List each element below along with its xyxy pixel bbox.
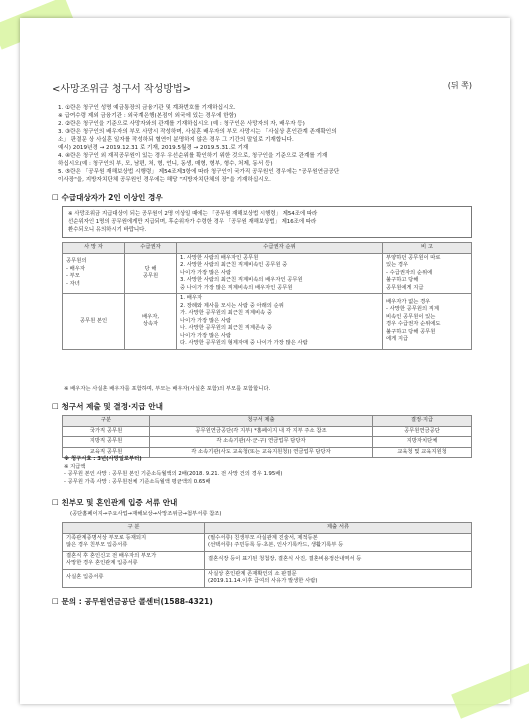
table-row: [63, 551, 472, 569]
cell-line: 공무원 본인: [79, 317, 108, 324]
rank-cell: [177, 253, 383, 294]
cell-line: 중 나이가 가장 많은 직계비속의 배우자인 공무원: [180, 284, 293, 291]
page-side-label: (뒤 쪽): [447, 81, 472, 90]
cell-line: - 부모: [66, 273, 80, 280]
table-cell: 사실혼 입증서류: [63, 569, 205, 587]
cell-line: 1. 배우자: [180, 295, 203, 301]
cell-line: 불구하고 당해 공무원: [386, 328, 436, 335]
section-heading-submission: ☐ 청구서 제출 및 결정·지급 안내: [52, 402, 163, 411]
cell-line: 나이가 가장 많은 사람: [180, 317, 232, 324]
table-cell: 국가직 공무원: [63, 426, 150, 437]
cell-line: 나. 사망한 공무원의 최근친 직계존속 중: [180, 325, 272, 331]
note-line: 4. ④란은 청구인 외 재직공무원이 있는 경우 우선순위를 확인하기 위한 것으로, 청구인을 기준으로 관계를 기재: [58, 153, 328, 159]
submission-table: [62, 415, 472, 458]
claimant-cell: 당 해 공무원: [125, 253, 177, 294]
document-header: [52, 80, 472, 94]
table-cell: 사실상 혼인관계 존재확인의 소 판결문 (2019.11.14.이후 급여의 사유가 발생한 사람): [205, 569, 472, 587]
cell-line: - 자녀: [66, 280, 80, 287]
table-row: [63, 437, 472, 448]
cell-line: - 사망한 공무원의 직계: [386, 306, 440, 313]
section-heading-multiple-recipients: ☐ 수급대상자가 2인 이상인 경우: [52, 193, 163, 202]
cell-line: 나이가 가장 많은 사람: [180, 269, 232, 276]
note-line: 2. ②란은 청구인을 기준으로 사망자와의 관계를 기재하십시오 (예 : 청구인은 사망자의 자, 배우자 등): [58, 121, 305, 127]
note-line: 예시) 2019년경 → 2019.12.31 로 기재, 2019.5월경 → 2019.5.31.로 기재: [58, 145, 249, 151]
table-cell: 지방직 공무원: [63, 437, 150, 448]
notice-line: 환수되오니 유의하시기 바랍니다.: [68, 227, 147, 233]
instruction-notes: [58, 104, 472, 184]
cell-line: - 수급권자의 순위에: [386, 269, 433, 276]
cell-line: 3. 사망한 사람의 최근친 직계비속의 배우자인 공무원: [180, 277, 303, 283]
submission-notes: [64, 456, 474, 486]
cell-line: 있는 경우: [386, 262, 409, 268]
recipient-priority-table: [62, 242, 472, 350]
table-cell: 공무원연금공단(각 지부) *홈페이지 내 각 지부 주소 참조: [150, 426, 373, 437]
column-header: 구분: [63, 416, 150, 427]
table-cell: 교육청 및 교육지원청: [373, 447, 472, 458]
payment-amount-line: - 공무원 가족 사망 : 공무원전체 기준소득월액 평균액의 0.65배: [64, 478, 211, 485]
note-line: 소」 판결문 상 사실혼 일자를 작성하되 혈연이 분명하지 않은 경우 그 기간의 말일로 기재합니다.: [58, 137, 294, 143]
column-header: 청구서 제출: [150, 416, 373, 427]
note-line: 하십시오(예 : 청구인의 부, 모, 남편, 처, 형, 언니, 동생, 매형, 형부, 형수, 처제, 동서 등): [58, 161, 273, 167]
table-cell: 결혼식 후 혼인신고 전 배우자의 부모가 사망한 경우 혼인관계 입증서류: [63, 551, 205, 569]
note-line: 3. ③란은 청구인의 배우자의 부모 사망시 작성하며, 사실혼 배우자의 부모 사망시는 「사실상 혼인관계 존재확인의: [58, 129, 337, 135]
spouse-footnote: ※ 배우자는 사실혼 배우자를 포함하며, 부모는 배우자(사실혼 포함)의 부모를 포함합니다.: [64, 386, 271, 392]
table-row: [63, 569, 472, 587]
cell-line: 공무원의: [66, 258, 87, 265]
note-line: ※ 급여수령 제외 금융기관 : 외국계은행(본점이 외국에 있는 경우에 한함): [58, 113, 237, 119]
cell-line: 에게 지급: [386, 336, 409, 343]
table-cell: 각 소속기관(사·군·구) 연금업무 담당자: [150, 437, 373, 448]
cell-line: 비속인 공무원이 있는: [386, 313, 436, 320]
table-cell: 지방자치단체: [373, 437, 472, 448]
table-row: [63, 426, 472, 437]
cell-line: 다. 사망한 공무원의 형제자매 중 나이가 가장 많은 사람: [180, 340, 308, 346]
column-header: 결정·지급: [373, 416, 472, 427]
cell-line: 2. 장례와 제사를 모시는 사람 중 아래의 순위: [180, 302, 284, 309]
note-line: 이사장"을, 지방자치단체 공무원인 경우에는 해당 "지방자치단체의 장"을 기재하십시오.: [58, 177, 271, 183]
table-cell: 교육직 공무원: [63, 447, 150, 458]
table-cell: (필수서류) 친생부모 사실관계 진술서, 제적등본 (선택서류) 주민등록 등·초본, 인사기록카드, 생활기록부 등: [205, 533, 472, 551]
cell-line: - 배우자: [66, 265, 85, 272]
column-header: 수급권자 순위: [177, 243, 383, 254]
cell-line: 불구하고 당해: [386, 277, 419, 283]
cell-line: 1. 사망한 사람의 배우자인 공무원: [180, 254, 259, 261]
document-title: <사망조위금 청구서 작성방법>: [52, 84, 192, 95]
deceased-cell: [63, 294, 125, 350]
payment-amount-line: - 공무원 본인 사망 : 공무원 본인 기준소득월액의 2배(2018. 9.21. 전 사망 건의 경우 1.95배): [64, 471, 283, 478]
table-cell: 기족관계증명서상 부모로 등재되지 않은 경우 친부모 입증서류: [63, 533, 205, 551]
cell-line: 나이가 가장 많은 사람: [180, 332, 232, 339]
table-row: [63, 253, 472, 294]
column-header: 구 분: [63, 523, 205, 534]
table-row: [63, 533, 472, 551]
remark-cell: [383, 294, 472, 350]
notice-line: ※ 사망조위금 지급대상이 되는 공무원이 2명 이상일 때에는 「공무원 재해보상법 시행령」 제54조에 따라: [68, 211, 318, 217]
rank-cell: [177, 294, 383, 350]
claimant-cell: 배우자, 상속자: [125, 294, 177, 350]
document-path: (공단홈페이지→주요사업→재해보상→사망조위금→첨부서류 참조): [70, 511, 222, 517]
cell-line: 배우자가 없는 경우: [386, 298, 431, 305]
notice-box: [62, 206, 472, 238]
cell-line: 가. 사망한 공무원의 최근친 직계비속 중: [180, 310, 272, 316]
table-cell: 공무원연금공단: [373, 426, 472, 437]
section-heading-proof-documents: ☐ 친부모 및 혼인관계 입증 서류 안내: [52, 498, 178, 507]
column-header: 제출 서류: [205, 523, 472, 534]
column-header: 사 망 자: [63, 243, 125, 254]
note-line: 1. ①란은 청구인 성명 예금통장의 금융기관 및 계좌번호를 기재하십시오.: [58, 105, 236, 111]
table-row: [63, 294, 472, 350]
cell-line: 경우 수급권자 순위에도: [386, 321, 441, 328]
cell-line: 2. 사망한 사람의 최근친 직계비속인 공무원 중: [180, 262, 288, 268]
contact-info: ☐ 문의 : 공무원연금공단 콜센터(1588-4321): [52, 597, 213, 606]
claim-deadline-note: ※ 청구시효 : 3년(사망일로부터): [64, 456, 142, 462]
table-cell: 각 소속기관(사도 교육청(또는 교육지원청)) 연금업무 담당자: [150, 447, 373, 458]
column-header: 수급권자: [125, 243, 177, 254]
table-cell: 결혼식장 등이 표기된 청첩장, 결혼식 사진, 결혼비용정산내역서 등: [205, 551, 472, 569]
cell-line: 공무원에게 지급: [386, 284, 424, 291]
deceased-cell: [63, 253, 125, 294]
remark-cell: [383, 253, 472, 294]
cell-line: 부양하던 공무원이 따로: [386, 254, 441, 261]
notice-line: 선순위자인 1명의 공무원에게만 지급되며, 후순위자가 수령한 경우 「공무원 재해보상법」 제16조에 따라: [68, 219, 317, 225]
payment-amount-note: ※ 지급액: [64, 463, 86, 470]
column-header: 비 고: [383, 243, 472, 254]
note-line: 5. ⑤란은 「공무원 재해보상법 시행령」 제54조제3항에 따라 청구인이 국가직 공무원인 경우에는 "공무원연금공단: [58, 169, 340, 175]
proof-documents-table: [62, 522, 472, 588]
